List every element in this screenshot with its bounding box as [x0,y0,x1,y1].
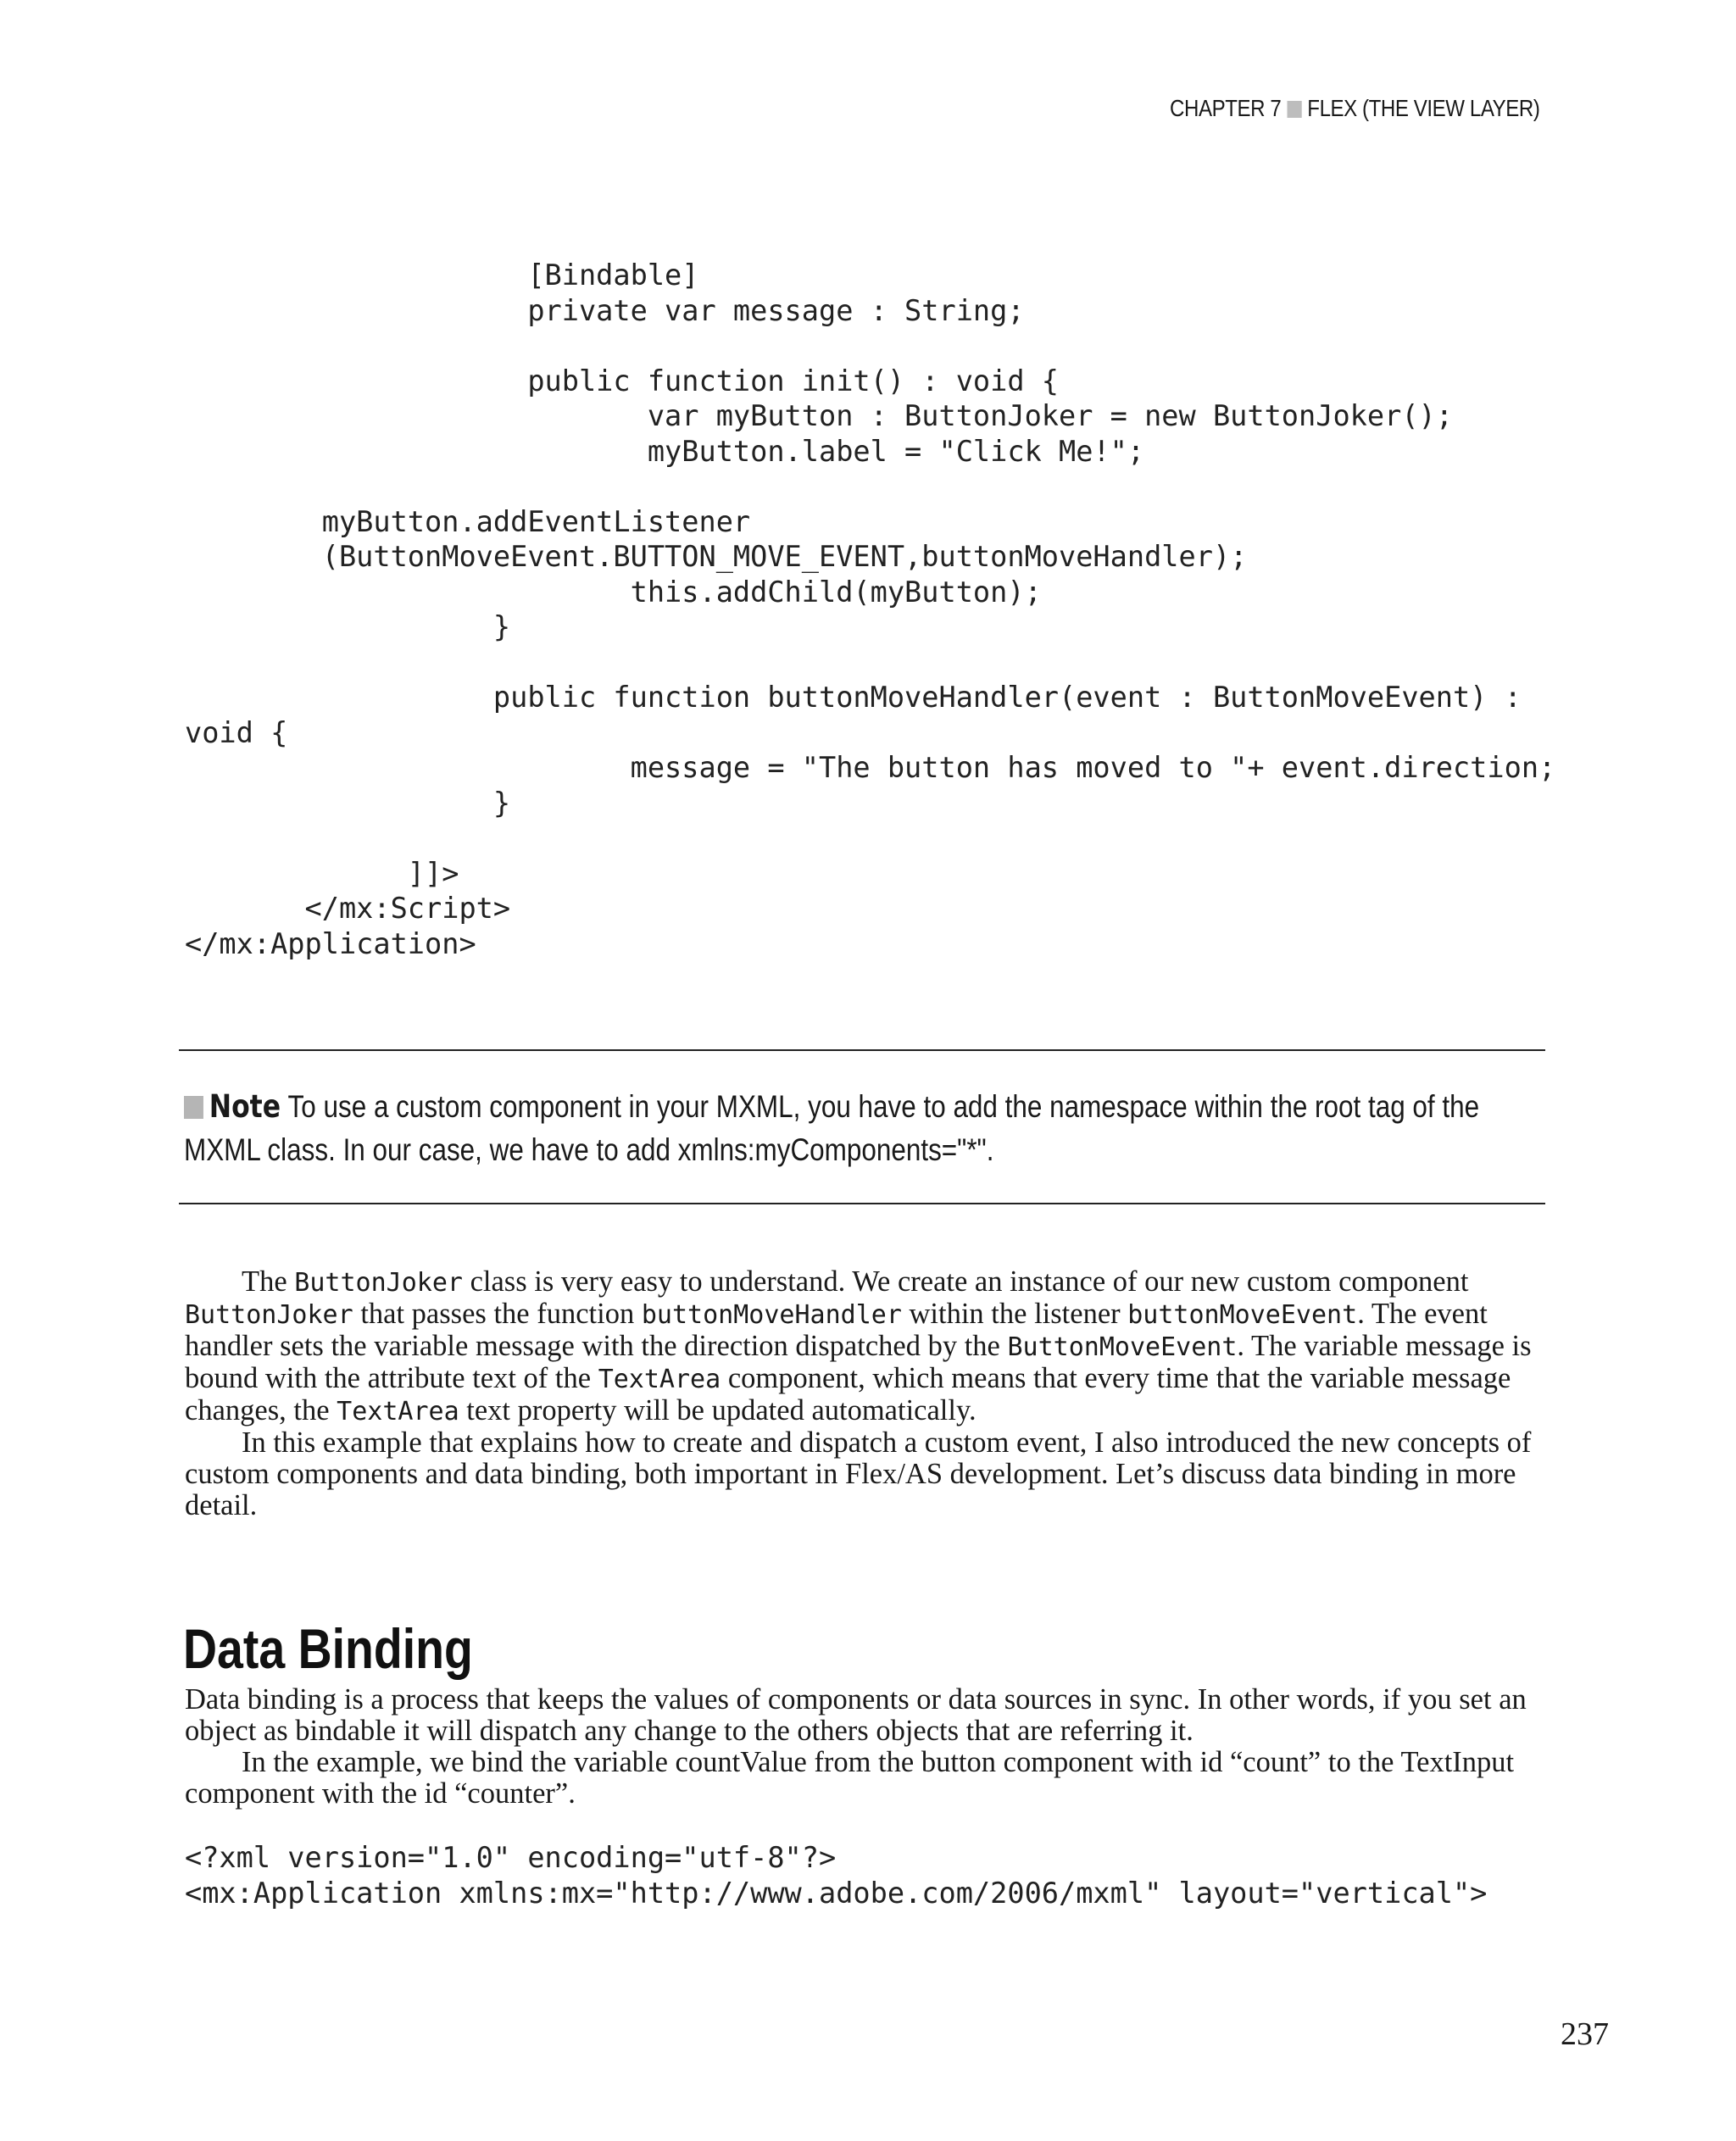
inline-code: TextArea [337,1397,459,1426]
text-run: class is very easy to understand. We create an instance of our new custom component [462,1265,1469,1298]
paragraph-custom-event: In this example that explains how to create and dispatch a custom event, I also introduced the new concepts of custom components and data binding, both important in Flex/AS development. Let’s discuss data binding in more detail. [185,1426,1532,1521]
note-label: Note [209,1088,281,1125]
paragraph-data-binding-example: In the example, we bind the variable countValue from the button component with id “count” to the TextInput component with the id “counter”. [185,1746,1515,1810]
square-bullet-icon [1287,101,1301,118]
note-box [179,1049,1545,1204]
text-run: . The event handler sets the variable message with the direction dispatched by the [185,1298,1488,1362]
body-text-block-1 [185,1266,1551,1521]
text-run: component, which means that every time that the variable message changes, the [185,1362,1511,1426]
note-text-line [184,1085,1553,1171]
paragraph-buttonjoker [185,1266,1551,1427]
text-run: . The variable message is bound with the attribute text of the [185,1330,1532,1394]
inline-code: buttonMoveEvent [1127,1300,1358,1330]
body-text-block-2 [185,1684,1551,1810]
inline-code: TextArea [598,1365,721,1394]
section-heading-data-binding: Data Binding [183,1617,473,1680]
inline-code: ButtonMoveEvent [1007,1332,1238,1362]
code-listing-bottom: <?xml version="1.0" encoding="utf-8"?> <mx:Application xmlns:mx="http://www.adobe.com/2006/mxml" layout="vertical"> [185,1841,1488,1910]
inline-code: buttonMoveHandler [641,1300,902,1330]
square-bullet-icon [184,1096,203,1119]
text-run: text property will be updated automatically. [459,1394,976,1426]
paragraph-data-binding-definition: Data binding is a process that keeps the values of components or data sources in sync. In other words, if you set an object as bindable it will dispatch any change to the others objects that are referring it. [185,1683,1527,1747]
note-body: To use a custom component in your MXML, you have to add the namespace within the root tag of the MXML class. In our case, we have to add xmlns:myComponents="*". [184,1089,1480,1167]
code-listing-top: [Bindable] private var message : String; public function init() : void { var myButton : ButtonJoker = new ButtonJoker(); myButton.label = "Click Me!"; myButton.addEventListener (ButtonMoveEvent.BUTTON_MOVE_EVENT,buttonMoveHandler); this.addChild(myButton); } public function buttonMoveHandler(event : ButtonMoveEvent) : void { message = "The button has moved to "+ event.direction; } ]]> </mx:Script> </mx:Application> [185,259,1556,960]
inline-code: ButtonJoker [185,1300,353,1330]
text-run: within the listener [901,1298,1128,1330]
running-head [1170,95,1539,122]
chapter-label: CHAPTER 7 [1169,95,1281,121]
text-run: The [242,1265,295,1298]
inline-code: ButtonJoker [294,1268,463,1298]
page-number: 237 [1561,2016,1609,2052]
chapter-title: FLEX (THE VIEW LAYER) [1306,95,1539,121]
text-run: that passes the function [353,1298,642,1330]
